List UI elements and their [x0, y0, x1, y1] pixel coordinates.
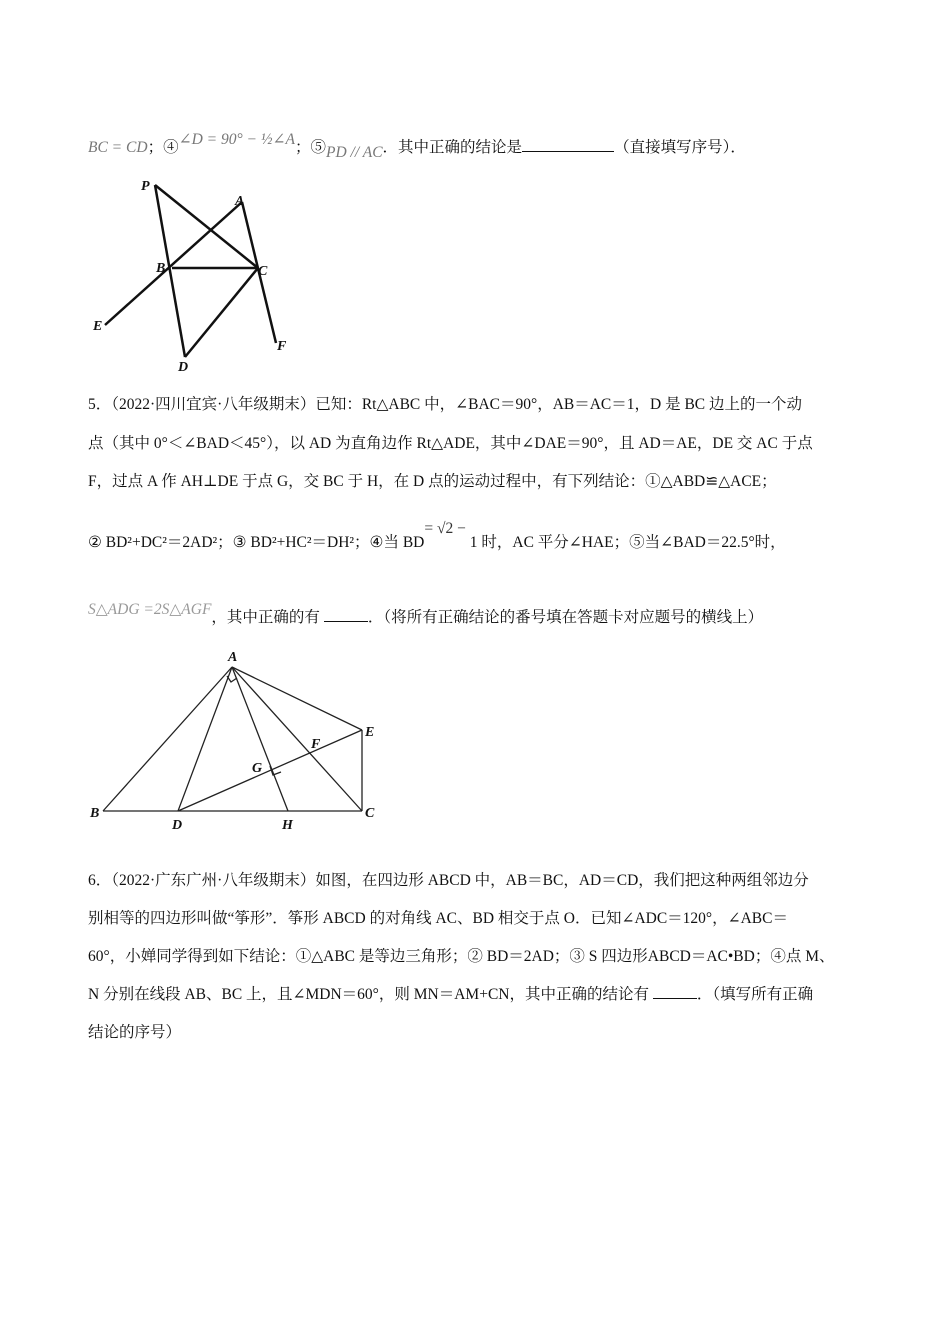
q5-line-2: 点（其中 0°＜∠BAD＜45°），以 AD 为直角边作 Rt△ADE，其中∠DAE＝90°，且 AD＝AE，DE 交 AC 于点 — [88, 435, 813, 452]
answer-blank[interactable] — [522, 151, 614, 152]
label-e: E — [365, 725, 375, 740]
label-d: D — [178, 360, 189, 375]
label-d: D — [172, 818, 183, 833]
q6-tail: ．（填写所有正确 — [696, 986, 814, 1003]
label-h: H — [282, 818, 293, 833]
q6-line-3: 60°，小婵同学得到如下结论：①△ABC 是等边三角形；② BD＝2AD；③ S 四边形ABCD＝AC•BD；④点 M、 — [88, 948, 835, 965]
q5-text: ② BD²+DC²＝2AD²；③ BD²+HC²＝DH²；④当 BD — [88, 534, 425, 551]
sep: ；⑤ — [294, 139, 326, 156]
math-area: S△ADG =2S△AGF — [88, 601, 212, 618]
label-a: A — [228, 650, 238, 665]
q5-line-1: 5．（2022·四川宜宾·八年级期末）已知：Rt△ABC 中，∠BAC＝90°，AB＝AC＝1，D 是 BC 边上的一个动 — [88, 396, 803, 413]
answer-blank[interactable] — [324, 621, 368, 622]
answer-blank[interactable] — [653, 998, 697, 999]
label-f: F — [311, 737, 321, 752]
q4-figure — [85, 170, 305, 375]
q5-figure — [85, 645, 385, 833]
q6-line-4 — [88, 982, 813, 1004]
q6-line-1: 6．（2022·广东广州·八年级期末）如图，在四边形 ABCD 中，AB＝BC，AD＝CD，我们把这种两组邻边分 — [88, 872, 809, 889]
label-g: G — [252, 761, 263, 776]
label-b: B — [90, 806, 100, 821]
label-e: E — [93, 319, 103, 334]
q5-line-4 — [88, 520, 786, 552]
label-p: P — [141, 179, 150, 194]
q5-line-5 — [88, 601, 764, 627]
math-angle-d: ∠D = 90° − ½∠A — [178, 131, 295, 148]
math-bc-cd: BC = CD — [88, 139, 148, 156]
q4-text: ．其中正确的结论是 — [382, 139, 523, 156]
q5-text: 1 时，AC 平分∠HAE；⑤当∠BAD＝22.5°时， — [469, 534, 786, 551]
q4-tail: （直接填写序号）． — [614, 139, 746, 156]
sep: ；④ — [147, 139, 179, 156]
label-c: C — [258, 264, 268, 279]
label-a: A — [235, 194, 245, 209]
label-c: C — [365, 806, 375, 821]
q5-text: ，其中正确的有 — [211, 609, 324, 626]
q6-text: N 分别在线段 AB、BC 上，且∠MDN＝60°，则 MN＝AM+CN，其中正确的结论有 — [88, 986, 653, 1003]
q6-line-2: 别相等的四边形叫做“筝形”．筝形 ABCD 的对角线 AC、BD 相交于点 O．已知∠ADC＝120°，∠ABC＝ — [88, 910, 788, 927]
math-sqrt2: = √2 − — [424, 520, 466, 537]
label-f: F — [277, 339, 287, 354]
label-b: B — [156, 261, 166, 276]
q6-line-5: 结论的序号） — [88, 1024, 182, 1041]
q5-line-3: F，过点 A 作 AH⊥DE 于点 G，交 BC 于 H，在 D 点的运动过程中，有下列结论：①△ABD≌△ACE； — [88, 473, 777, 490]
q5-tail: ．（将所有正确结论的番号填在答题卡对应题号的横线上） — [367, 609, 764, 626]
q4-conclusions-line — [88, 131, 746, 161]
math-pd-ac: PD // AC — [325, 144, 383, 161]
